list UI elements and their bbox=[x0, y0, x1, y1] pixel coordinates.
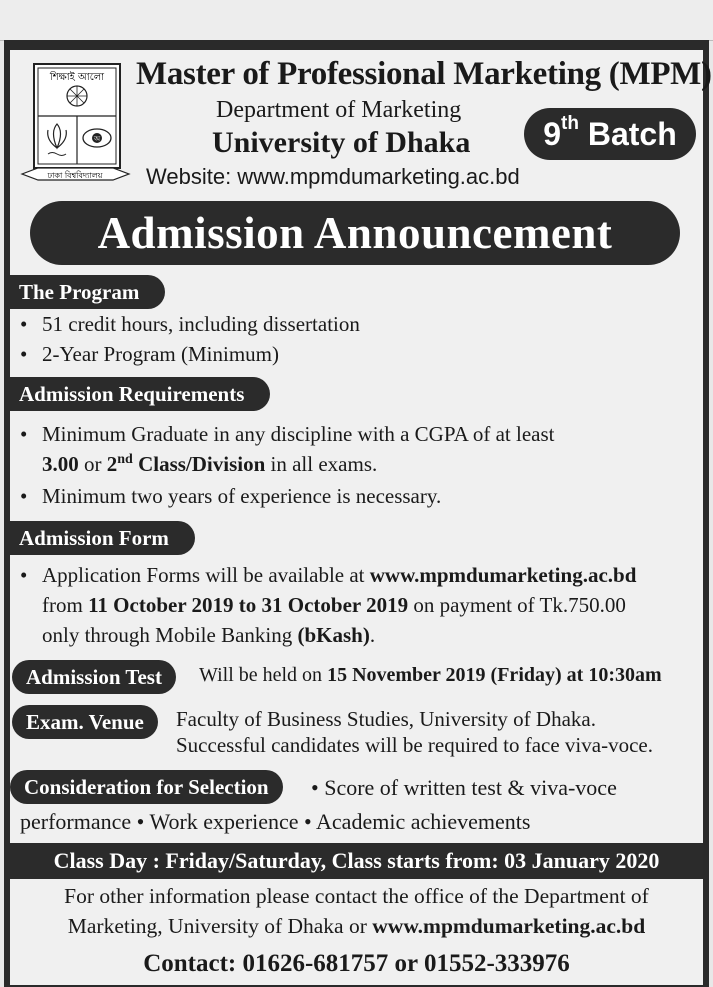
footer-line2 bbox=[10, 914, 703, 939]
batch-suffix: th bbox=[561, 113, 579, 134]
requirement-line2 bbox=[42, 452, 377, 477]
requirement-line1: Minimum Graduate in any discipline with a CGPA of at least bbox=[42, 422, 555, 446]
form-section-label: Admission Form bbox=[10, 521, 195, 555]
batch-badge bbox=[524, 108, 696, 160]
logo-letter: অ bbox=[93, 135, 101, 143]
university-name: University of Dhaka bbox=[212, 126, 471, 159]
footer-line2-pre: Marketing, University of Dhaka or bbox=[67, 914, 367, 938]
form-line3-end: . bbox=[369, 623, 376, 647]
footer-url[interactable]: www.mpmdumarketing.ac.bd bbox=[372, 914, 646, 938]
test-text bbox=[199, 664, 662, 687]
logo-motto: শিক্ষাই আলো bbox=[49, 72, 105, 83]
test-text-pre: Will be held on bbox=[199, 664, 323, 686]
form-bkash: (bKash) bbox=[297, 623, 370, 647]
form-from: from bbox=[42, 593, 83, 617]
or-text: or bbox=[84, 452, 102, 476]
batch-word: Batch bbox=[587, 116, 677, 152]
program-section-label: The Program bbox=[10, 275, 165, 309]
class-num: 2 bbox=[106, 452, 118, 476]
selection-line2: performance • Work experience • Academic achievements bbox=[20, 809, 531, 834]
form-dates: 11 October 2019 to 31 October 2019 bbox=[88, 593, 409, 617]
venue-line1: Faculty of Business Studies, University of Dhaka. bbox=[176, 707, 596, 731]
university-logo bbox=[18, 58, 133, 190]
program-item-text: 51 credit hours, including dissertation bbox=[42, 312, 360, 336]
form-fee: on payment of Tk.750.00 bbox=[413, 593, 626, 617]
contact-numbers: Contact: 01626-681757 or 01552-333976 bbox=[143, 950, 570, 977]
program-item bbox=[20, 312, 360, 337]
bullet: • bbox=[20, 422, 28, 446]
program-item bbox=[20, 342, 279, 367]
selection-line1: • Score of written test & viva-voce bbox=[311, 775, 617, 800]
program-item-text: 2-Year Program (Minimum) bbox=[42, 342, 280, 366]
cgpa-value: 3.00 bbox=[42, 452, 79, 476]
top-strip bbox=[0, 0, 713, 41]
bullet: • bbox=[20, 484, 28, 508]
bullet: • bbox=[20, 342, 28, 366]
admission-banner: Admission Announcement bbox=[30, 201, 680, 265]
requirement-tail: in all exams. bbox=[270, 452, 378, 476]
test-section-label: Admission Test bbox=[12, 660, 176, 694]
requirement-item2: Minimum two years of experience is necessary. bbox=[42, 484, 442, 508]
form-url[interactable]: www.mpmdumarketing.ac.bd bbox=[369, 563, 637, 587]
batch-number: 9 bbox=[543, 116, 562, 152]
form-line3 bbox=[42, 623, 375, 648]
venue-line2: Successful candidates will be required to face viva-voce. bbox=[176, 733, 653, 757]
class-division: Class/Division bbox=[138, 452, 266, 476]
bullet: • bbox=[20, 312, 28, 336]
website-link[interactable]: Website: www.mpmdumarketing.ac.bd bbox=[146, 164, 520, 189]
requirement-item bbox=[20, 484, 441, 509]
form-line1-pre: Application Forms will be available at bbox=[42, 563, 365, 587]
requirements-section-label: Admission Requirements bbox=[10, 377, 270, 411]
program-title: Master of Professional Marketing (MPM) bbox=[136, 56, 712, 92]
form-line2 bbox=[42, 593, 626, 618]
form-line3-pre: only through Mobile Banking bbox=[42, 623, 293, 647]
selection-section-label: Consideration for Selection bbox=[10, 770, 283, 804]
class-day-bar: Class Day : Friday/Saturday, Class starts from: 03 January 2020 bbox=[10, 843, 703, 879]
form-line1 bbox=[20, 563, 636, 588]
department-name: Department of Marketing bbox=[216, 97, 462, 123]
venue-section-label: Exam. Venue bbox=[12, 705, 158, 739]
bullet: • bbox=[20, 563, 28, 587]
footer-line1: For other information please contact the office of the Department of bbox=[64, 884, 649, 908]
test-date: 15 November 2019 (Friday) at 10:30am bbox=[327, 664, 662, 686]
requirement-item bbox=[20, 422, 555, 447]
logo-name: ঢাকা বিশ্ববিদ্যালয় bbox=[47, 171, 103, 180]
class-sup: nd bbox=[117, 452, 133, 467]
